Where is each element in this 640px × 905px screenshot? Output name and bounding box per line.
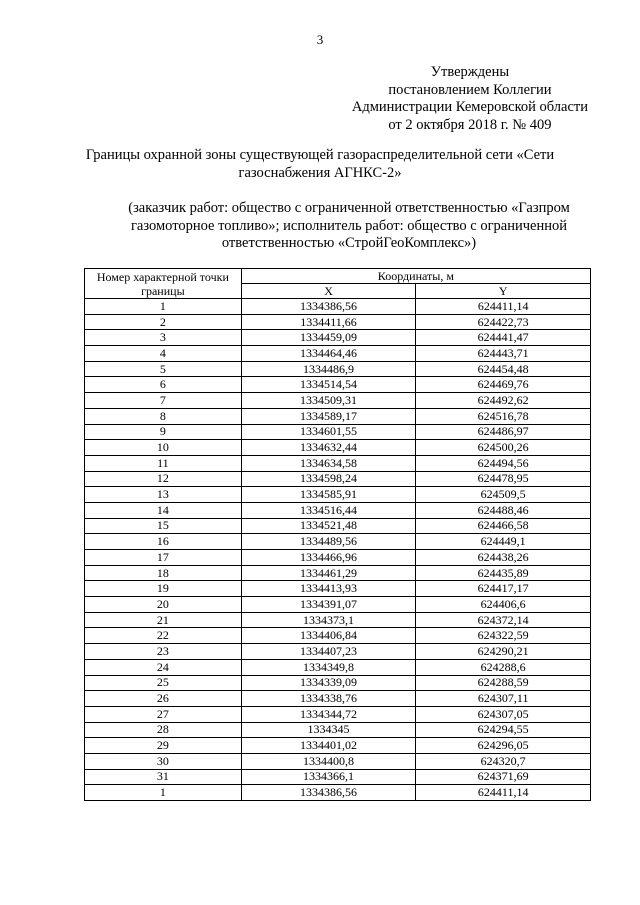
cell-point-number: 14 xyxy=(85,502,242,518)
table-body xyxy=(85,299,591,801)
table-row xyxy=(85,550,591,566)
cell-point-number: 6 xyxy=(85,377,242,393)
cell-x: 1334386,56 xyxy=(241,785,416,801)
cell-y: 624322,59 xyxy=(416,628,591,644)
subtitle-line: (заказчик работ: общество с ограниченной ответственностью «Газпром xyxy=(128,200,570,216)
cell-point-number: 24 xyxy=(85,659,242,675)
cell-x: 1334461,29 xyxy=(241,565,416,581)
table-row xyxy=(85,659,591,675)
cell-point-number: 3 xyxy=(85,330,242,346)
cell-point-number: 16 xyxy=(85,534,242,550)
cell-y: 624290,21 xyxy=(416,644,591,660)
coordinates-table xyxy=(84,268,591,801)
header-x: X xyxy=(241,284,416,299)
table-row xyxy=(85,518,591,534)
cell-y: 624516,78 xyxy=(416,408,591,424)
cell-y: 624422,73 xyxy=(416,314,591,330)
cell-y: 624492,62 xyxy=(416,393,591,409)
table-row xyxy=(85,487,591,503)
cell-x: 1334459,09 xyxy=(241,330,416,346)
cell-y: 624288,6 xyxy=(416,659,591,675)
cell-y: 624296,05 xyxy=(416,738,591,754)
cell-y: 624466,58 xyxy=(416,518,591,534)
table-row xyxy=(85,753,591,769)
table-row xyxy=(85,675,591,691)
cell-point-number: 13 xyxy=(85,487,242,503)
cell-x: 1334401,02 xyxy=(241,738,416,754)
table-row xyxy=(85,314,591,330)
cell-y: 624478,95 xyxy=(416,471,591,487)
title-line: Границы охранной зоны существующей газораспределительной сети «Сети xyxy=(85,147,555,163)
cell-x: 1334489,56 xyxy=(241,534,416,550)
table-row xyxy=(85,299,591,315)
approval-block xyxy=(352,64,588,134)
cell-y: 624372,14 xyxy=(416,612,591,628)
cell-point-number: 5 xyxy=(85,361,242,377)
table-row xyxy=(85,346,591,362)
table-row xyxy=(85,769,591,785)
cell-y: 624294,55 xyxy=(416,722,591,738)
cell-x: 1334407,23 xyxy=(241,644,416,660)
page-number: 3 xyxy=(316,32,324,47)
table-row xyxy=(85,722,591,738)
cell-y: 624443,71 xyxy=(416,346,591,362)
cell-x: 1334632,44 xyxy=(241,440,416,456)
cell-x: 1334589,17 xyxy=(241,408,416,424)
cell-x: 1334400,8 xyxy=(241,753,416,769)
cell-point-number: 1 xyxy=(85,299,242,315)
cell-point-number: 26 xyxy=(85,691,242,707)
table-row xyxy=(85,597,591,613)
cell-point-number: 8 xyxy=(85,408,242,424)
cell-x: 1334345 xyxy=(241,722,416,738)
cell-y: 624320,7 xyxy=(416,753,591,769)
table-row xyxy=(85,502,591,518)
subtitle-line: ответственностью «СтройГеоКомплекс») xyxy=(221,235,477,251)
cell-point-number: 30 xyxy=(85,753,242,769)
cell-x: 1334521,48 xyxy=(241,518,416,534)
cell-y: 624307,05 xyxy=(416,706,591,722)
approval-line: постановлением Коллегии xyxy=(388,81,552,98)
table-row xyxy=(85,738,591,754)
header-point-number: Номер характерной точки границы xyxy=(85,269,242,299)
cell-point-number: 10 xyxy=(85,440,242,456)
cell-y: 624494,56 xyxy=(416,455,591,471)
cell-point-number: 29 xyxy=(85,738,242,754)
document-subtitle xyxy=(104,200,594,253)
cell-point-number: 4 xyxy=(85,346,242,362)
cell-x: 1334339,09 xyxy=(241,675,416,691)
table-row xyxy=(85,408,591,424)
cell-point-number: 18 xyxy=(85,565,242,581)
cell-y: 624307,11 xyxy=(416,691,591,707)
cell-y: 624411,14 xyxy=(416,785,591,801)
cell-x: 1334349,8 xyxy=(241,659,416,675)
table-row xyxy=(85,330,591,346)
cell-y: 624454,48 xyxy=(416,361,591,377)
table-row xyxy=(85,377,591,393)
cell-point-number: 20 xyxy=(85,597,242,613)
cell-y: 624435,89 xyxy=(416,565,591,581)
table-row xyxy=(85,785,591,801)
cell-x: 1334406,84 xyxy=(241,628,416,644)
cell-x: 1334411,66 xyxy=(241,314,416,330)
cell-point-number: 28 xyxy=(85,722,242,738)
cell-x: 1334585,91 xyxy=(241,487,416,503)
cell-x: 1334413,93 xyxy=(241,581,416,597)
cell-point-number: 31 xyxy=(85,769,242,785)
cell-y: 624469,76 xyxy=(416,377,591,393)
cell-point-number: 17 xyxy=(85,550,242,566)
cell-y: 624488,46 xyxy=(416,502,591,518)
cell-x: 1334386,56 xyxy=(241,299,416,315)
cell-point-number: 7 xyxy=(85,393,242,409)
cell-y: 624449,1 xyxy=(416,534,591,550)
cell-x: 1334344,72 xyxy=(241,706,416,722)
cell-x: 1334601,55 xyxy=(241,424,416,440)
cell-x: 1334338,76 xyxy=(241,691,416,707)
cell-x: 1334514,54 xyxy=(241,377,416,393)
cell-x: 1334464,46 xyxy=(241,346,416,362)
cell-x: 1334366,1 xyxy=(241,769,416,785)
cell-y: 624371,69 xyxy=(416,769,591,785)
cell-x: 1334509,31 xyxy=(241,393,416,409)
cell-point-number: 23 xyxy=(85,644,242,660)
cell-x: 1334391,07 xyxy=(241,597,416,613)
table-row xyxy=(85,455,591,471)
cell-y: 624411,14 xyxy=(416,299,591,315)
table-row xyxy=(85,644,591,660)
header-coordinates: Координаты, м xyxy=(241,269,590,284)
table-row xyxy=(85,440,591,456)
table-row xyxy=(85,691,591,707)
cell-point-number: 22 xyxy=(85,628,242,644)
cell-point-number: 19 xyxy=(85,581,242,597)
table-row xyxy=(85,361,591,377)
cell-y: 624438,26 xyxy=(416,550,591,566)
title-line: газоснабжения АГНКС-2» xyxy=(238,164,402,181)
document-title xyxy=(0,147,640,182)
cell-x: 1334634,58 xyxy=(241,455,416,471)
cell-y: 624417,17 xyxy=(416,581,591,597)
cell-point-number: 27 xyxy=(85,706,242,722)
cell-y: 624486,97 xyxy=(416,424,591,440)
cell-point-number: 2 xyxy=(85,314,242,330)
subtitle-line: газомоторное топливо»; исполнитель работ: общество с ограниченной xyxy=(130,217,567,234)
cell-y: 624500,26 xyxy=(416,440,591,456)
table-row xyxy=(85,424,591,440)
cell-y: 624288,59 xyxy=(416,675,591,691)
cell-point-number: 21 xyxy=(85,612,242,628)
cell-point-number: 11 xyxy=(85,455,242,471)
cell-x: 1334466,96 xyxy=(241,550,416,566)
table-row xyxy=(85,612,591,628)
cell-point-number: 15 xyxy=(85,518,242,534)
table-row xyxy=(85,534,591,550)
table-row xyxy=(85,393,591,409)
cell-y: 624509,5 xyxy=(416,487,591,503)
approval-line: от 2 октября 2018 г. № 409 xyxy=(388,116,552,133)
cell-x: 1334598,24 xyxy=(241,471,416,487)
cell-point-number: 1 xyxy=(85,785,242,801)
cell-x: 1334373,1 xyxy=(241,612,416,628)
cell-x: 1334486,9 xyxy=(241,361,416,377)
header-y: Y xyxy=(416,284,591,299)
table-row xyxy=(85,706,591,722)
table-row xyxy=(85,565,591,581)
cell-y: 624406,6 xyxy=(416,597,591,613)
cell-point-number: 9 xyxy=(85,424,242,440)
cell-point-number: 12 xyxy=(85,471,242,487)
approval-line: Администрации Кемеровской области xyxy=(351,99,588,115)
cell-x: 1334516,44 xyxy=(241,502,416,518)
table-row xyxy=(85,581,591,597)
cell-y: 624441,47 xyxy=(416,330,591,346)
approval-line: Утверждены xyxy=(430,64,510,80)
table-row xyxy=(85,471,591,487)
table-row xyxy=(85,628,591,644)
cell-point-number: 25 xyxy=(85,675,242,691)
